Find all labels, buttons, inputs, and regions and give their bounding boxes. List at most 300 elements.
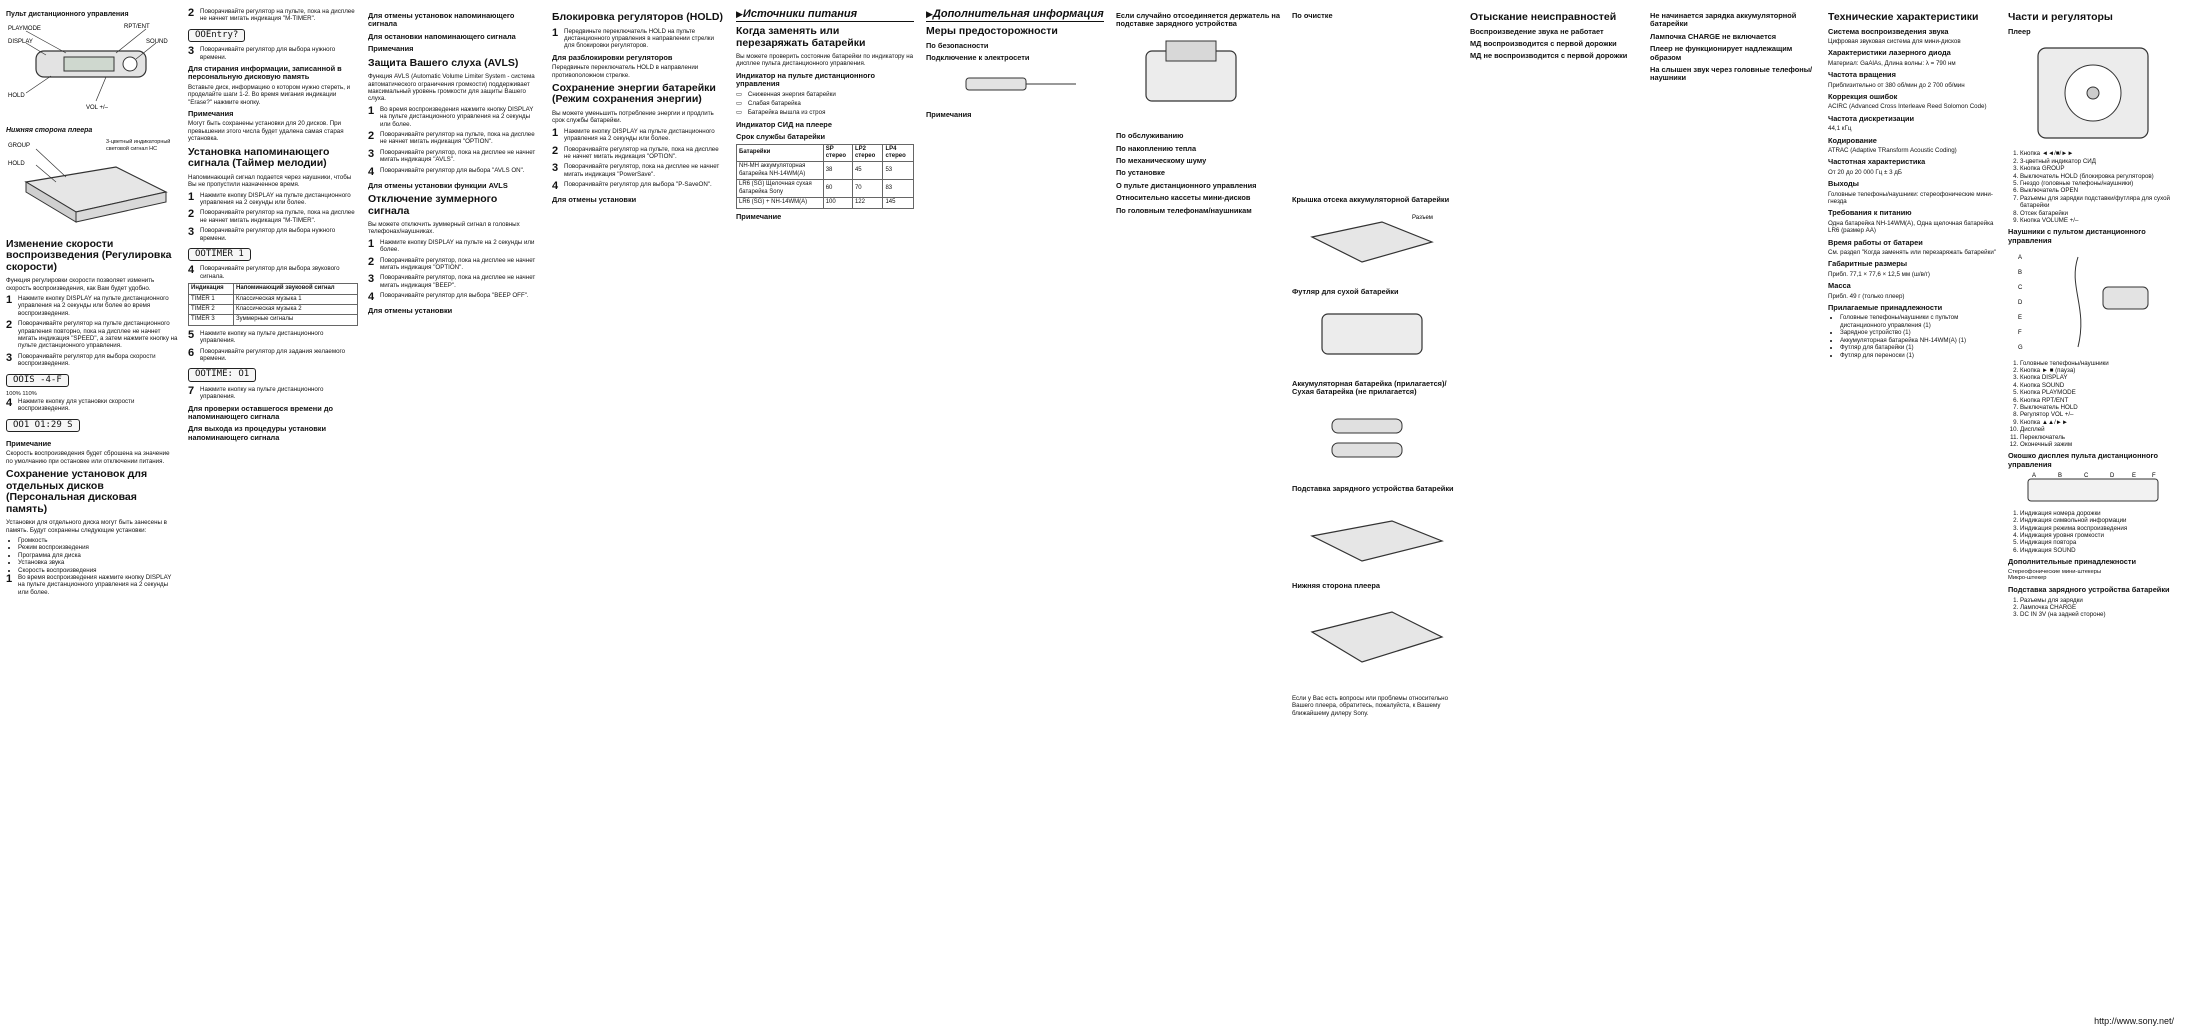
indicator-text: Сниженная энергия батарейки <box>747 90 836 98</box>
display-letter-c: C <box>2084 473 2089 480</box>
footer-text: Если у Вас есть вопросы или проблемы относительно Вашего плеера, обратитесь, пожалуйста, к Вашему ближайшему дилеру Sony. <box>1292 694 1449 717</box>
heading-charge: Не начинается зарядка аккумуляторной батарейки <box>1650 11 1797 29</box>
step-1: 1 Нажмите кнопку DISPLAY на пульте дистанционного управления на 2 секунды или более во время воспроизведения. <box>6 295 178 317</box>
heading-led: Индикатор СИД на плеере <box>736 119 832 129</box>
list-item <box>736 100 914 107</box>
heading-cancel-timer: Для отмены установок напоминающего сигнала <box>368 11 515 29</box>
step-4-text: Нажмите кнопку для установки скорости воспроизведения. <box>18 397 135 413</box>
list-item: • Программа для диска <box>18 552 178 559</box>
spec-label: Масса <box>1828 281 1851 291</box>
list-item: 10. Дисплей <box>2020 426 2178 433</box>
step-2: 2 Поворачивайте регулятор на пульте, пока на дисплее не начнет мигать индикация "M-TIMER". <box>188 8 358 23</box>
table-header: SP стерео <box>823 144 852 162</box>
sub-player: Плеер <box>2008 26 2031 36</box>
table-cell: Классическая музыка 2 <box>234 304 358 314</box>
table-cell: 38 <box>823 162 852 180</box>
beep-step-2: 2 Поворачивайте регулятор, пока на дисплее не начнет мигать индикация "OPTION". <box>368 257 540 272</box>
heading-clean: По очистке <box>1292 11 1333 20</box>
list-item: • Громкость <box>18 537 178 544</box>
table-cell: 145 <box>883 198 914 208</box>
list-item: 5. Кнопка PLAYMODE <box>2020 389 2178 396</box>
list-item: 6. Кнопка RPT/ENT <box>2020 397 2178 404</box>
player-illustration <box>2008 38 2173 148</box>
player-bottom-illustration <box>6 137 176 232</box>
heading-battery-life: Срок службы батарейки <box>736 132 826 142</box>
step-4: 4 Нажмите кнопку для установки скорости воспроизведения. <box>6 398 178 413</box>
sub-stand: Подставка зарядного устройства батарейки <box>2008 585 2170 595</box>
timer-step-3: 3 Поворачивайте регулятор для выбора нужного времени. <box>188 227 358 242</box>
list-item: 5. Гнездо (головные телефоны/наушники) <box>2020 180 2178 187</box>
power-step-2-text: Поворачивайте регулятор на пульте, пока на дисплее не начнет мигать индикация "OPTION". <box>564 145 719 160</box>
heading-timer: Установка напоминающего сигнала (Таймер мелодии) <box>188 145 330 170</box>
table-cell: 70 <box>852 180 883 198</box>
step-3: 3 Поворачивайте регулятор для выбора нужного времени. <box>188 46 358 61</box>
letter-f: F <box>2018 330 2022 337</box>
heading-malfunction: Плеер не функционирует надлежащим образом <box>1650 44 1793 62</box>
step-1-text: Нажмите кнопку DISPLAY на пульте дистанционного управления на 2 секунды или более во время воспроизведения. <box>18 294 169 317</box>
list-item: 8. Отсек батарейки <box>2020 210 2178 217</box>
heading-troubleshooting: Отыскание неисправностей <box>1470 11 1617 23</box>
lcd-time: OO1 O1:29 S <box>6 419 80 432</box>
section-additional: ▶Дополнительная информация <box>926 8 1104 20</box>
avls-step-4-text: Поворачивайте регулятор для выбора "AVLS ON". <box>380 166 525 174</box>
battery-life-table <box>736 144 914 209</box>
column-4 <box>552 8 724 1024</box>
list-item: 1. Кнопка ◄◄/■/►► <box>2020 150 2178 157</box>
beep-step-3: 3 Поворачивайте регулятор, пока на дисплее не начнет мигать индикация "BEEP". <box>368 274 540 289</box>
table-header: LP2 стерео <box>852 144 883 162</box>
remote-caption: Пульт дистанционного управления <box>6 11 129 18</box>
label-group: GROUP <box>8 143 31 150</box>
erase-text: Вставьте диск, информацию о котором нужно стереть, и проделайте шаги 1-2. Во время мигания индикации "Erase?" нажмите кнопку. <box>188 83 351 106</box>
column-6 <box>926 8 1104 1024</box>
indicator-caption: Индикатор на пульте дистанционного управления <box>736 70 875 89</box>
notes-heading: Примечания <box>926 109 972 119</box>
battery-icon: ▭ <box>736 109 742 117</box>
timer-step-5-text: Нажмите кнопку на пульте дистанционного управления. <box>200 329 324 345</box>
spec-value: Прибл. 77,1 × 77,6 × 12,5 мм (ш/в/г) <box>1828 270 1930 278</box>
label-display: DISPLAY <box>8 39 33 46</box>
beep-step-3-text: Поворачивайте регулятор, пока на дисплее не начнет мигать индикация "BEEP". <box>380 274 536 289</box>
heading-specs: Технические характеристики <box>1828 11 1979 23</box>
list-item: • Скорость воспроизведения <box>18 567 178 574</box>
timer-step-5: 5 Нажмите кнопку на пульте дистанционного управления. <box>188 330 358 345</box>
power-step-1: 1 Нажмите кнопку DISPLAY на пульте дистанционного управления на 2 секунды или более. <box>552 128 724 143</box>
section-power-sources: ▶Источники питания <box>736 8 914 22</box>
spec-label: Частота вращения <box>1828 70 1896 80</box>
lcd-timer: OOTIMER 1 <box>188 248 251 261</box>
column-3 <box>368 8 540 1024</box>
spec-value: Цифровая звуковая система для мини-дисков <box>1828 37 1961 45</box>
notes-heading: Примечания <box>188 109 234 119</box>
label-hold: HOLD <box>8 93 25 100</box>
timer-step-2: 2 Поворачивайте регулятор на пульте, пока на дисплее не начнет мигать индикация "M-TIMER". <box>188 209 358 224</box>
list-item: 12. Оконечный зажим <box>2020 441 2178 448</box>
notes-text: Могут быть сохранены установки для 20 дисков. При превышении этого числа будет удалена самая старая установка. <box>188 120 344 143</box>
table-cell: LR6 (SG) Щелочная сухая батарейка Sony <box>737 180 824 198</box>
heading-beep: Отключение зуммерного сигнала <box>368 193 498 217</box>
note-text: Скорость воспроизведения будет сброшена на значение по умолчанию при остановке или отключении питания. <box>6 450 170 465</box>
caption-battery-case: Футляр для сухой батарейки <box>1292 287 1399 297</box>
avls-step-2-text: Поворачивайте регулятор на пульте, пока на дисплее не начнет мигать индикация "OPTION". <box>380 130 535 146</box>
column-9 <box>1470 8 1640 1024</box>
sub-accessories: Дополнительные принадлежности <box>2008 557 2137 567</box>
spec-item <box>1828 49 1998 67</box>
list-item: 11. Переключатель <box>2020 434 2178 441</box>
notes-heading: Примечания <box>368 44 414 54</box>
hold-step-1-text: Передвиньте переключатель HOLD на пульте дистанционного управления в направлении стрелки для блокировки регуляторов. <box>564 27 714 50</box>
spec-item <box>1828 93 1998 111</box>
battery-illustration <box>1292 399 1452 479</box>
letter-e: E <box>2018 315 2023 322</box>
spec-label: Время работы от батареи <box>1828 237 1923 247</box>
spec-item <box>1828 71 1998 89</box>
lcd-time-set: OOTIME: O1 <box>188 368 256 381</box>
table-cell: Зуммерные сигналы <box>234 315 358 325</box>
list-item: 8. Регулятор VOL +/– <box>2020 411 2178 418</box>
table-row <box>189 284 358 294</box>
table-cell: NH-MH аккумуляторная батарейка NH-14WM(A) <box>737 162 824 180</box>
list-item: 6. Выключатель OPEN <box>2020 187 2178 194</box>
list-item <box>736 109 914 116</box>
table-row <box>189 304 358 314</box>
list-item: 1. Головные телефоны/наушники <box>2020 360 2178 367</box>
spec-item <box>1828 115 1998 133</box>
spec-label: Характеристики лазерного диода <box>1828 48 1951 58</box>
timer-table <box>188 283 358 326</box>
heading-avls: Защита Вашего слуха (AVLS) <box>368 56 519 69</box>
timer-step-7: 7 Нажмите кнопку на пульте дистанционного управления. <box>188 386 358 401</box>
step-2: 2 Поворачивайте регулятор на пульте дистанционного управления повторно, пока на дисплее не начнет мигать индикация "SPEED", а затем нажмите кнопку на пульте дистанционного управления. <box>6 319 178 350</box>
column-8 <box>1292 8 1460 1024</box>
heading-accessories: Прилагаемые принадлежности <box>1828 303 1943 313</box>
display-letter-d: D <box>2110 473 2115 480</box>
display-letter-f: F <box>2152 473 2156 480</box>
spec-item <box>1828 28 1998 46</box>
list-item: • Зарядное устройство (1) <box>1840 329 1998 336</box>
list-item: 1. Индикация номера дорожки <box>2020 510 2178 517</box>
caption-lid: Крышка отсека аккумуляторной батарейки <box>1292 195 1450 205</box>
timer-step-1-text: Нажмите кнопку DISPLAY на пульте дистанционного управления на 2 секунды или более. <box>200 191 351 206</box>
remote-illustration <box>6 21 176 121</box>
avls-step-2: 2 Поворачивайте регулятор на пульте, пока на дисплее не начнет мигать индикация "OPTION". <box>368 131 540 146</box>
website-url[interactable]: http://www.sony.net/ <box>2094 1016 2174 1026</box>
table-row <box>189 294 358 304</box>
table-row <box>737 180 914 198</box>
caption-bottom: Нижняя сторона плеера <box>1292 581 1380 591</box>
beep-step-2-text: Поворачивайте регулятор, пока на дисплее не начнет мигать индикация "OPTION". <box>380 256 536 272</box>
heading-no-sound: На слышен звук через головные телефоны/наушники <box>1650 65 1813 83</box>
spec-label: Кодирование <box>1828 135 1877 145</box>
heading-heat: По накоплению тепла <box>1116 143 1197 153</box>
heading-lamp: Лампочка CHARGE не включается <box>1650 31 1777 41</box>
spec-list <box>1828 28 1998 301</box>
list-item: 3. Кнопка DISPLAY <box>2020 374 2178 381</box>
column-5 <box>736 8 914 1024</box>
table-cell: 83 <box>883 180 914 198</box>
heading-cancel-avls: Для отмены установки функции AVLS <box>368 180 508 190</box>
timer-step-6-text: Поворачивайте регулятор для задания желаемого времени. <box>200 347 346 362</box>
timer-step-1: 1 Нажмите кнопку DISPLAY на пульте дистанционного управления на 2 секунды или более. <box>188 192 358 207</box>
list-item: 2. Лампочка CHARGE <box>2020 604 2178 611</box>
stand-parts-list <box>2008 597 2178 619</box>
when-intro: Вы можете проверить состояние батарейки по индикатору на дисплее пульта дистанционного управления. <box>736 53 914 68</box>
list-item: 9. Кнопка ▲▲/►► <box>2020 419 2178 426</box>
holder-illustration <box>1116 31 1276 126</box>
display-parts-list <box>2008 510 2178 554</box>
table-row <box>737 144 914 162</box>
heading-parts: Части и регуляторы <box>2008 11 2113 23</box>
caption-battery: Аккумуляторная батарейка (прилагается)/Сухая батарейка (не прилагается) <box>1292 379 1447 397</box>
spec-item <box>1828 180 1998 205</box>
avls-step-4: 4 Поворачивайте регулятор для выбора "AVLS ON". <box>368 165 525 178</box>
table-cell: 100 <box>823 198 852 208</box>
table-cell: TIMER 2 <box>189 304 234 314</box>
timer-intro: Напоминающий сигнал подается через наушники, чтобы Вы не пропустили назначенное время. <box>188 173 352 189</box>
display-window-illustration <box>2008 471 2173 507</box>
display-letter-e: E <box>2132 473 2137 480</box>
spec-label: Коррекция ошибок <box>1828 91 1898 101</box>
label-rpt-ent: RPT/ENT <box>124 24 150 31</box>
spec-value: ATRAC (Adaptive TRansform Acoustic Coding) <box>1828 146 1957 154</box>
column-11 <box>1828 8 1998 1024</box>
list-item <box>736 91 914 98</box>
battery-icon: ▭ <box>736 90 742 98</box>
plug-illustration <box>926 64 1096 104</box>
table-cell: TIMER 3 <box>189 315 234 325</box>
bottom-illustration <box>1292 592 1452 692</box>
step-3-text: Поворачивайте регулятор для выбора нужного времени. <box>200 46 336 61</box>
label-playmode: PLAYMODE <box>8 26 41 33</box>
table-cell: 60 <box>823 180 852 198</box>
spec-item <box>1828 260 1998 278</box>
lcd-speed: OOIS -4-F <box>6 374 69 387</box>
heading-sound: Воспроизведение звука не работает <box>1470 26 1604 36</box>
table-header: LP4 стерео <box>883 144 914 162</box>
list-item: 7. Разъемы для зарядки подставки/футляра для сухой батарейки <box>2020 195 2178 210</box>
heading-mount: По установке <box>1116 168 1165 178</box>
display-letter-b: B <box>2058 473 2063 480</box>
spec-value: Материал: GaAlAs, Длина волны: λ = 790 нм <box>1828 59 1956 67</box>
table-cell: LR6 (SG) + NH-14WM(A) <box>737 198 824 208</box>
heading-noise: По механическому шуму <box>1116 156 1207 166</box>
list-item: • Аккумуляторная батарейка NH-14WM(A) (1) <box>1840 337 1998 344</box>
spec-item <box>1828 209 1998 234</box>
table-row <box>189 315 358 325</box>
avls-step-1: 1 Во время воспроизведения нажмите кнопку DISPLAY на пульте дистанционного управления на 2 секунды или более. <box>368 106 540 128</box>
table-row <box>737 198 914 208</box>
remote-headphone-illustration <box>2008 247 2173 357</box>
beep-step-4: 4 Поворачивайте регулятор для выбора "BEEP OFF". <box>368 291 529 304</box>
sub-display: Окошко дисплея пульта дистанционного управления <box>2008 451 2159 469</box>
list-item: • Головные телефоны/наушники с пультом дистанционного управления (1) <box>1840 314 1998 329</box>
avls-step-1-text: Во время воспроизведения нажмите кнопку DISPLAY на пульте дистанционного управления на 2 секунды или более. <box>380 105 534 128</box>
timer-step-2-text: Поворачивайте регулятор на пульте, пока на дисплее не начнет мигать индикация "M-TIMER". <box>200 209 355 224</box>
heading-restore: Для отмены установки <box>368 306 453 316</box>
heading-personal-memory: Сохранение установок для отдельных дисков (Персональная дисковая память) <box>6 468 148 515</box>
player-parts-list <box>2008 150 2178 224</box>
power-step-4-text: Поворачивайте регулятор для выбора "P-SaveON". <box>564 181 712 189</box>
column-10 <box>1650 8 1818 1024</box>
power-step-3: 3 Поворачивайте регулятор, пока на дисплее не начнет мигать индикация "PowerSave". <box>552 163 724 178</box>
label-sound: SOUND <box>146 39 168 46</box>
heading-phones: По головным телефонам/наушникам <box>1116 205 1252 215</box>
spec-item <box>1828 282 1998 300</box>
power-intro: Вы можете уменьшить потребление энергии и продлить срок службы батарейки. <box>552 109 714 125</box>
list-item: 3. Индикация режима воспроизведения <box>2020 525 2178 532</box>
stand-illustration <box>1292 496 1452 576</box>
section-title: Дополнительная информация <box>932 8 1104 20</box>
spec-item <box>1828 158 1998 176</box>
step-2-text: Поворачивайте регулятор на пульте, пока на дисплее не начнет мигать индикация "M-TIMER". <box>200 8 355 23</box>
step-3: 3 Поворачивайте регулятор для выбора скорости воспроизведения. <box>6 353 178 368</box>
timer-step-4: 4 Поворачивайте регулятор для выбора звукового сигнала. <box>188 265 358 280</box>
spec-value: 44,1 кГц <box>1828 125 1852 133</box>
table-header: Батарейки <box>737 144 824 162</box>
list-item: • Футляр для переноски (1) <box>1840 352 1998 359</box>
beep-step-1-text: Нажмите кнопку DISPLAY на пульте на 2 секунды или более. <box>380 238 535 254</box>
remote-parts-list <box>2008 360 2178 449</box>
step-1b: 1 Во время воспроизведения нажмите кнопку DISPLAY на пульте дистанционного управления на 2 секунды или более. <box>6 574 178 596</box>
battery-indicator-list <box>736 91 914 117</box>
unlock-text: Передвиньте переключатель HOLD в направлении противоположном стрелке. <box>552 64 699 79</box>
micro-caption: Микро-штекер <box>2008 575 2047 582</box>
letter-c: C <box>2018 285 2023 292</box>
heading-rep: МД воспроизводится с первой дорожки <box>1470 38 1617 48</box>
spec-label: Частотная характеристика <box>1828 157 1926 167</box>
speed-intro: Функция регулировки скорости позволяет изменить скорость воспроизведения, как Вам будет удобно. <box>6 277 155 292</box>
table-cell: Классическая музыка 1 <box>234 294 358 304</box>
letter-a: A <box>2018 255 2023 262</box>
personal-intro: Установки для отдельного диска могут быть занесены в память. Будут сохранены следующие установки: <box>6 519 167 534</box>
personal-items <box>6 537 178 574</box>
step-1b-text: Во время воспроизведения нажмите кнопку DISPLAY на пульте дистанционного управления на 2 секунды или более. <box>18 574 172 596</box>
hold-step-1: 1 Передвиньте переключатель HOLD на пульте дистанционного управления в направлении стрелки для блокировки регуляторов. <box>552 28 724 50</box>
spec-item <box>1828 137 1998 155</box>
speed-scale: 100% 110% <box>6 391 37 397</box>
spec-item <box>1828 239 1998 257</box>
timer-step-6: 6 Поворачивайте регулятор для задания желаемого времени. <box>188 348 358 363</box>
heading-remote: О пульте дистанционного управления <box>1116 180 1257 190</box>
spec-label: Выходы <box>1828 179 1859 189</box>
table-cell: 45 <box>852 162 883 180</box>
list-item: 2. 3-цветный индикатор СИД <box>2020 158 2178 165</box>
list-item: 3. DC IN 3V (на задней стороне) <box>2020 611 2178 618</box>
heading-stop-signal: Для остановки напоминающего сигнала <box>368 31 516 41</box>
note-heading: Примечание <box>736 211 782 221</box>
list-item: 4. Выключатель HOLD (блокировка регуляторов) <box>2020 173 2178 180</box>
section-title: Источники питания <box>742 8 858 20</box>
column-7 <box>1116 8 1284 1024</box>
table-row <box>737 162 914 180</box>
heading-group: МД не воспроизводится с первой дорожки <box>1470 51 1628 61</box>
list-item: 7. Выключатель HOLD <box>2020 404 2178 411</box>
indicator-text: Слабая батарейка <box>747 100 801 108</box>
release-label: Разъем <box>1412 214 1433 221</box>
column-1 <box>6 8 178 1024</box>
list-item: 4. Кнопка SOUND <box>2020 382 2178 389</box>
spec-value: Приблизительно от 380 об/мин до 2 700 об/мин <box>1828 81 1965 89</box>
beep-step-1: 1 Нажмите кнопку DISPLAY на пульте на 2 секунды или более. <box>368 239 540 254</box>
lid-illustration <box>1292 207 1452 282</box>
spec-label: Система воспроизведения звука <box>1828 26 1949 36</box>
timer-step-4-text: Поворачивайте регулятор для выбора звукового сигнала. <box>200 265 340 280</box>
list-item: • Футляр для батарейки (1) <box>1840 344 1998 351</box>
avls-step-3-text: Поворачивайте регулятор, пока на дисплее не начнет мигать индикация "AVLS". <box>380 148 536 164</box>
power-step-1-text: Нажмите кнопку DISPLAY на пульте дистанционного управления на 2 секунды или более. <box>564 127 715 143</box>
heading-speed: Изменение скорости воспроизведения (Регулировка скорости) <box>6 237 172 273</box>
list-item: 3. Кнопка GROUP <box>2020 165 2178 172</box>
indicator-note: 3-цветный индикаторный световой сигнал НС <box>106 139 171 152</box>
list-item: 2. Индикация символьной информации <box>2020 517 2178 524</box>
spec-value: ACIRC (Advanced Cross Interleave Reed Solomon Code) <box>1828 103 1987 111</box>
power-step-4: 4 Поворачивайте регулятор для выбора "P-SaveON". <box>552 180 712 193</box>
avls-step-3: 3 Поворачивайте регулятор, пока на дисплее не начнет мигать индикация "AVLS". <box>368 149 540 164</box>
label-hold-player: HOLD <box>8 161 25 168</box>
heading-exit-timer: Для выхода из процедуры установки напоминающего сигнала <box>188 424 327 442</box>
list-item: • Установка звука <box>18 559 178 566</box>
accessory-list <box>1828 314 1998 358</box>
table-header: Индикация <box>189 284 234 294</box>
timer-step-3-text: Поворачивайте регулятор для выбора нужного времени. <box>200 227 336 242</box>
avls-intro: Функция AVLS (Automatic Volume Limiter System - система автоматического ограничения громкости) поддерживает максимальный уровень громкости для защиты Вашего слуха. <box>368 73 535 103</box>
step-2-text: Поворачивайте регулятор на пульте дистанционного управления повторно, пока на дисплее не начнет мигать индикация "SPEED", а затем нажмите кнопку на пульте дистанционного управления. <box>18 320 178 350</box>
caption-stand: Подставка зарядного устройства батарейки <box>1292 484 1454 494</box>
bottom-caption: Нижняя сторона плеера <box>6 126 93 134</box>
plug-caption: Стереофонические мини-штекеры <box>2008 568 2102 575</box>
list-item: 6. Индикация SOUND <box>2020 547 2178 554</box>
list-item: 2. Кнопка ► ■ (пауза) <box>2020 367 2178 374</box>
letter-g: G <box>2018 345 2023 352</box>
table-cell: 122 <box>852 198 883 208</box>
heading-power-save: Сохранение энергии батарейки (Режим сохранения энергии) <box>552 81 716 106</box>
spec-value: См. раздел "Когда заменять или перезаряжать батарейки" <box>1828 249 1996 257</box>
beep-step-4-text: Поворачивайте регулятор для выбора "BEEP OFF". <box>380 292 529 300</box>
heading-cases: Относительно кассеты мини-дисков <box>1116 193 1251 203</box>
list-item: 9. Кнопка VOLUME +/– <box>2020 217 2178 224</box>
display-letter-a: A <box>2032 473 2037 480</box>
sub-remote: Наушники с пультом дистанционного управления <box>2008 227 2146 245</box>
letter-b: B <box>2018 270 2023 277</box>
battery-case-illustration <box>1292 299 1452 374</box>
heading-service: По обслуживанию <box>1116 131 1184 141</box>
heading-precautions: Меры предосторожности <box>926 25 1058 37</box>
list-item: 5. Индикация повтора <box>2020 539 2178 546</box>
power-step-2: 2 Поворачивайте регулятор на пульте, пока на дисплее не начнет мигать индикация "OPTION". <box>552 146 724 161</box>
spec-value: От 20 до 20 000 Гц ± 3 дБ <box>1828 168 1902 176</box>
power-step-3-text: Поворачивайте регулятор, пока на дисплее не начнет мигать индикация "PowerSave". <box>564 163 720 178</box>
heading-when-replace: Когда заменять или перезаряжать батарейки <box>736 25 866 49</box>
indicator-text: Батарейка вышла из строя <box>747 109 826 117</box>
list-item: 4. Индикация уровня громкости <box>2020 532 2178 539</box>
timer-step-7-text: Нажмите кнопку на пульте дистанционного управления. <box>200 385 324 401</box>
lcd-entry: OOEntry? <box>188 29 245 42</box>
step-3-text: Поворачивайте регулятор для выбора скорости воспроизведения. <box>18 352 156 368</box>
heading-erase: Для стирания информации, записанной в персональную дисковую память <box>188 64 342 82</box>
table-header: Напоминающий звуковой сигнал <box>234 284 358 294</box>
heading-plug: Подключение к электросети <box>926 52 1030 62</box>
column-2 <box>188 8 358 1024</box>
table-cell: TIMER 1 <box>189 294 234 304</box>
heading-cancel-power: Для отмены установки <box>552 195 637 205</box>
caption-holder: Если случайно отсоединяется держатель на подставке зарядного устройства <box>1116 11 1280 29</box>
heading-unlock: Для разблокировки регуляторов <box>552 52 673 62</box>
beep-intro: Вы можете отключить зуммерный сигнал в головных телефонах/наушниках. <box>368 221 520 236</box>
list-item: • Режим воспроизведения <box>18 544 178 551</box>
spec-label: Частота дискретизации <box>1828 113 1915 123</box>
heading-check-timer: Для проверки оставшегося времени до напоминающего сигнала <box>188 403 334 422</box>
heading-hold: Блокировка регуляторов (HOLD) <box>552 11 723 23</box>
